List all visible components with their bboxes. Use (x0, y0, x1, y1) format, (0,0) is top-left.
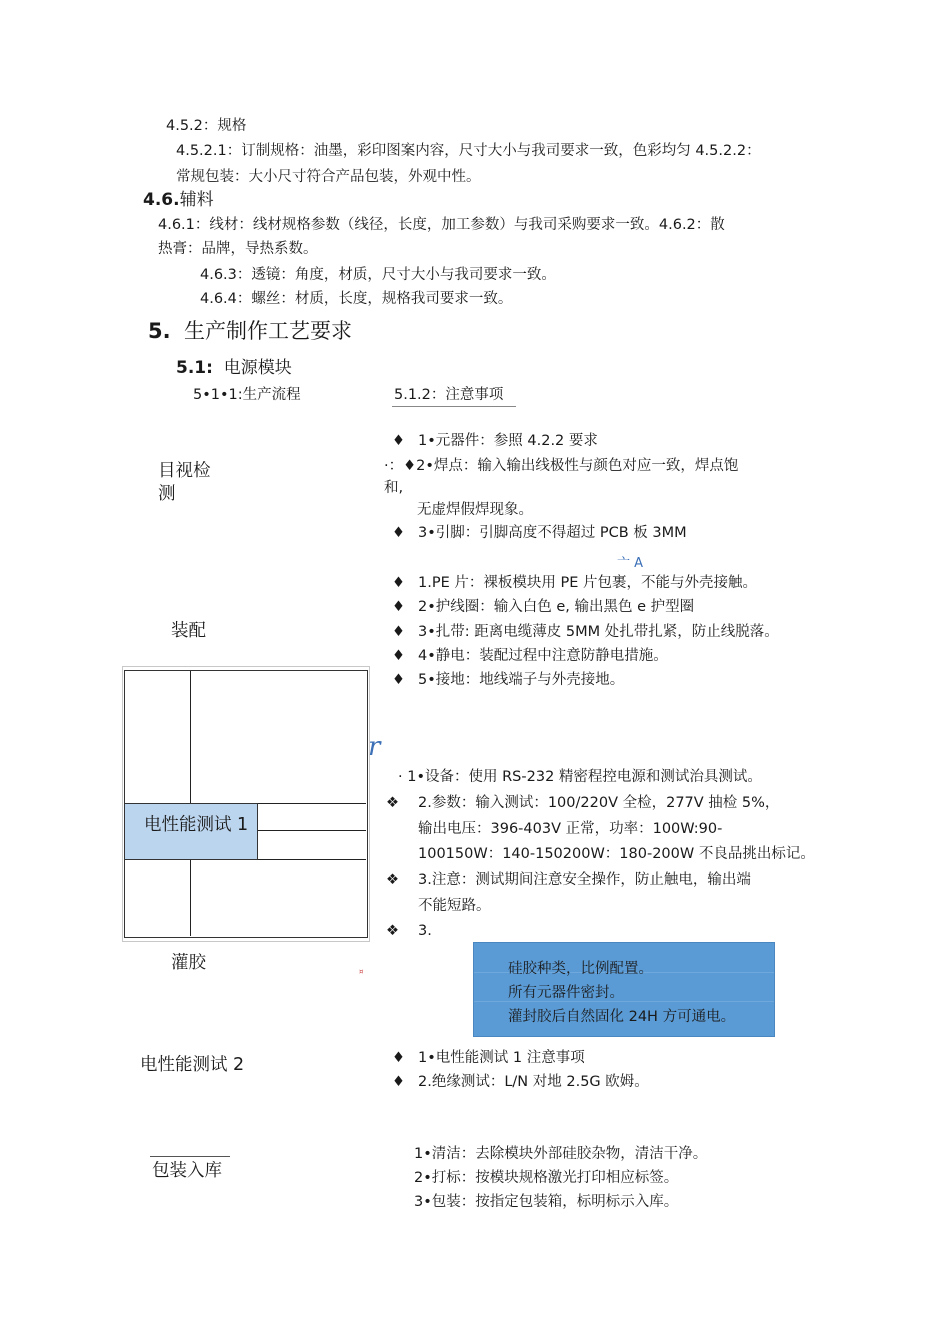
tiny-mark: ¤ (359, 968, 364, 976)
step-elec-test-2: 电性能测试 2 (140, 1055, 245, 1075)
elec1-note-2-line-2: 输出电压：396-403V 正常，功率：100W:90- (418, 821, 723, 837)
section-4-6-line-1: 4.6.1：线材：线材规格参数（线径，长度，加工参数）与我司采购要求一致。4.6.2：散 (158, 217, 725, 233)
diamond-bullet-icon: ♦ (392, 624, 405, 640)
section-4-6-title: 辅料 (179, 190, 214, 210)
assembly-note-2: ♦ 2•护线圈：输入白色 e, 输出黑色 e 护型圈 (392, 599, 695, 615)
elec1-note-4: ❖ 3. (386, 923, 432, 939)
section-4-6-line-3: 4.6.3：透镜：角度，材质，尺寸大小与我司要求一致。 (200, 267, 556, 283)
clover-bullet-icon: ❖ (386, 923, 399, 939)
table-row-divider (258, 830, 366, 831)
section-5-1-number: 5.1: (176, 358, 213, 378)
clover-bullet-icon: ❖ (386, 872, 399, 888)
section-4-5-2-line-1: 4.5.2.1：订制规格：油墨，彩印图案内容，尺寸大小与我司要求一致，色彩均匀 4.5.2.2： (176, 143, 761, 159)
packing-note-2: 2•打标：按模块规格激光打印相应标签。 (414, 1170, 679, 1186)
step-packing: 包装入库 (152, 1161, 222, 1181)
section-4-6-heading (143, 189, 214, 211)
elec1-note-2-line-3: 100150W：140-150200W：180-200W 不良品挑出标记。 (418, 846, 815, 862)
potting-note-1: 硅胶种类，比例配置。 (508, 961, 653, 977)
section-5-1-title: 电源模块 (223, 358, 292, 378)
section-4-5-2-heading: 4.5.2：规格 (166, 118, 247, 134)
step-assembly: 装配 (171, 621, 206, 641)
stray-letter: r (368, 732, 381, 762)
packing-overline (150, 1156, 230, 1157)
section-4-5-2-line-2: 常规包装：大小尺寸符合产品包装，外观中性。 (176, 169, 481, 185)
elec2-note-2: ♦ 2.绝缘测试：L/N 对地 2.5G 欧姆。 (392, 1074, 649, 1090)
section-4-6-line-4: 4.6.4：螺丝：材质，长度，规格我司要求一致。 (200, 291, 513, 307)
section-5-1-heading (176, 357, 292, 379)
col-header-process: 5•1•1:生产流程 (193, 387, 301, 403)
diamond-bullet-icon: ♦ (392, 648, 405, 664)
section-4-6-line-2: 热膏：品牌，导热系数。 (158, 241, 318, 257)
clover-bullet-icon: ❖ (386, 795, 399, 811)
elec1-note-1: · 1•设备：使用 RS-232 精密程控电源和测试治具测试。 (398, 769, 762, 785)
diamond-bullet-icon: ♦ (392, 599, 405, 615)
assembly-note-3: ♦ 3•扎带: 距离电缆薄皮 5MM 处扎带扎紧，防止线脱落。 (392, 624, 779, 640)
section-5-title: 生产制作工艺要求 (183, 319, 352, 343)
diamond-bullet-icon: ♦ (392, 672, 405, 688)
table-divider-upper (190, 671, 191, 804)
diamond-bullet-icon: ♦ (392, 525, 405, 541)
col-header-notes-underline (392, 406, 516, 407)
assembly-note-1: ♦ 1.PE 片：裸板模块用 PE 片包裹，不能与外壳接触。 (392, 575, 757, 591)
step-visual-inspection-line-1: 目视检 (158, 461, 211, 481)
elec1-note-2: ❖ 2.参数：输入测试：100/220V 全检，277V 抽检 5%， (386, 795, 780, 811)
table-row-divider-bottom (258, 859, 366, 860)
stray-mark: 亠 A (617, 556, 644, 571)
col-header-notes: 5.1.2：注意事项 (394, 387, 504, 403)
table-divider-lower (190, 860, 191, 936)
potting-note-2: 所有元器件密封。 (508, 985, 624, 1001)
assembly-note-4: ♦ 4•静电：装配过程中注意防静电措施。 (392, 648, 668, 664)
assembly-note-5: ♦ 5•接地：地线端子与外壳接地。 (392, 672, 625, 688)
diamond-bullet-icon: ♦ (392, 575, 405, 591)
section-5-number: 5. (148, 319, 171, 343)
elec2-note-1: ♦ 1•电性能测试 1 注意事项 (392, 1050, 585, 1066)
elec1-note-3-line-2: 不能短路。 (418, 898, 491, 914)
visual-note-2-wrap: 和, (384, 480, 404, 496)
visual-note-3: ♦ 3•引脚：引脚高度不得超过 PCB 板 3MM (392, 525, 687, 541)
step-visual-inspection-line-2: 测 (158, 484, 176, 504)
section-5-heading (148, 318, 352, 344)
packing-note-1: 1•清洁：去除模块外部硅胶杂物，清洁干净。 (414, 1146, 708, 1162)
packing-note-3: 3•包装：按指定包装箱，标明标示入库。 (414, 1194, 679, 1210)
visual-note-1: ♦ 1•元器件：参照 4.2.2 要求 (392, 433, 598, 449)
step-potting: 灌胶 (171, 953, 206, 973)
visual-note-2: ·：♦2•焊点：输入输出线极性与颜色对应一致，焊点饱 (384, 458, 739, 474)
section-4-6-number: 4.6. (143, 190, 180, 210)
diamond-bullet-icon: ♦ (392, 1074, 405, 1090)
diamond-bullet-icon: ♦ (392, 1050, 405, 1066)
potting-note-3: 灌封胶后自然固化 24H 方可通电。 (508, 1009, 736, 1025)
diamond-bullet-icon: ♦ (392, 433, 405, 449)
table-row-divider-top (258, 803, 366, 804)
visual-note-2-continuation: 无虚焊假焊现象。 (417, 502, 533, 518)
step-elec-test-1: 电性能测试 1 (144, 815, 249, 835)
elec1-note-3: ❖ 3.注意：测试期间注意安全操作，防止触电，输出端 (386, 872, 751, 888)
